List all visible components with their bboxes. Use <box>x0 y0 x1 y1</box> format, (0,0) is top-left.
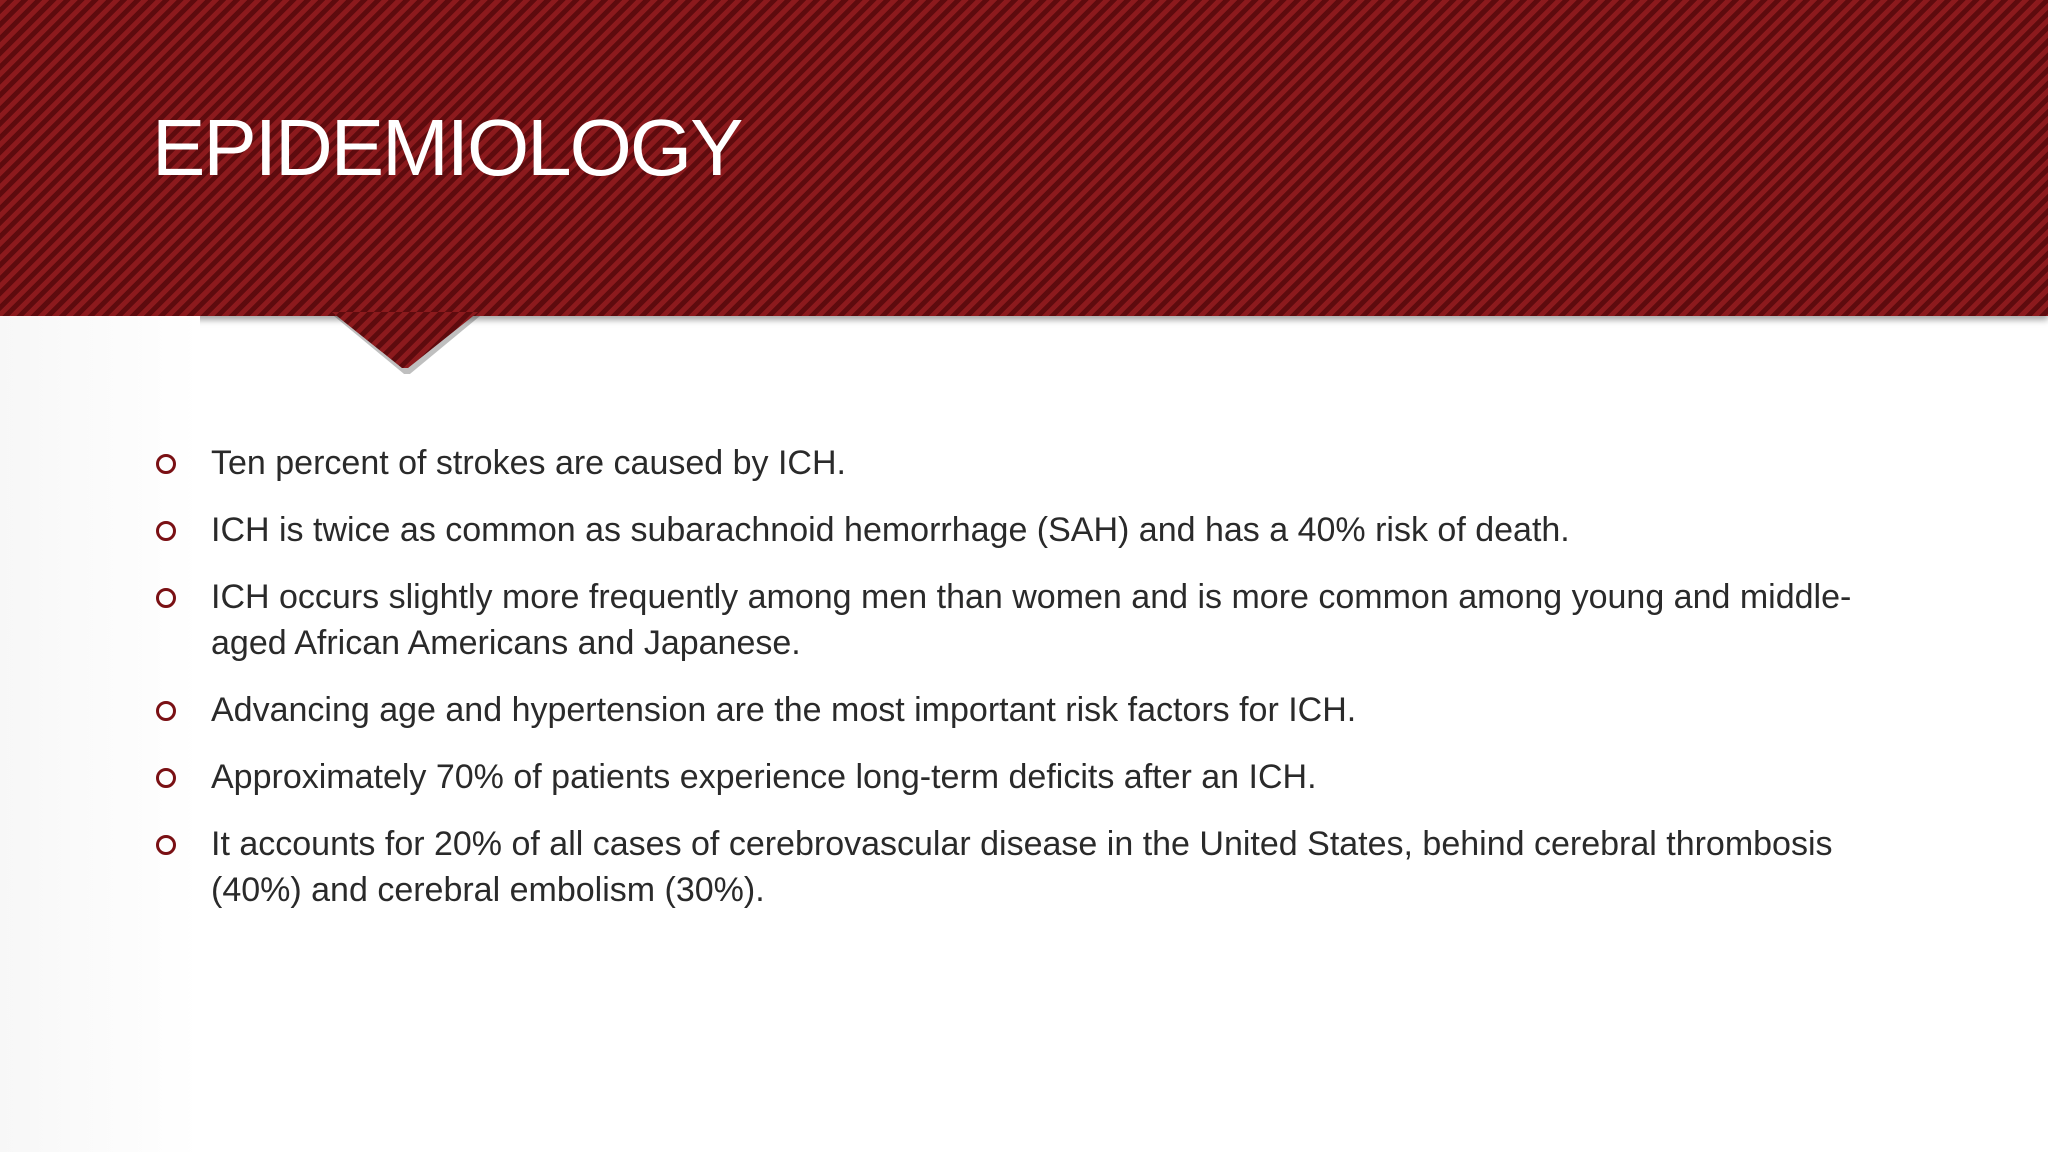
bullet-list <box>152 440 1912 934</box>
circle-bullet-icon <box>156 835 176 855</box>
bullet-item <box>152 440 1912 486</box>
circle-bullet-icon <box>156 768 176 788</box>
bullet-text: Advancing age and hypertension are the most important risk factors for ICH. <box>211 691 1357 729</box>
circle-bullet-icon <box>156 454 176 474</box>
slide-title: EPIDEMIOLOGY <box>152 103 742 192</box>
bullet-item <box>152 754 1912 800</box>
bullet-text: ICH occurs slightly more frequently among men than women and is more common among young and middle-aged African Americans and Japanese. <box>211 578 1852 662</box>
bullet-text: Approximately 70% of patients experience long-term deficits after an ICH. <box>211 758 1317 796</box>
circle-bullet-icon <box>156 521 176 541</box>
circle-bullet-icon <box>156 588 176 608</box>
bullet-text: It accounts for 20% of all cases of cerebrovascular disease in the United States, behind cerebral thrombosis (40%) and cerebral embolism (30%). <box>211 825 1833 909</box>
bullet-item <box>152 821 1912 913</box>
circle-bullet-icon <box>156 701 176 721</box>
bullet-text: ICH is twice as common as subarachnoid hemorrhage (SAH) and has a 40% risk of death. <box>211 511 1570 549</box>
bullet-text: Ten percent of strokes are caused by ICH. <box>211 444 846 482</box>
header-notch <box>332 312 478 368</box>
bullet-item <box>152 574 1912 666</box>
bullet-item <box>152 687 1912 733</box>
bullet-item <box>152 507 1912 553</box>
